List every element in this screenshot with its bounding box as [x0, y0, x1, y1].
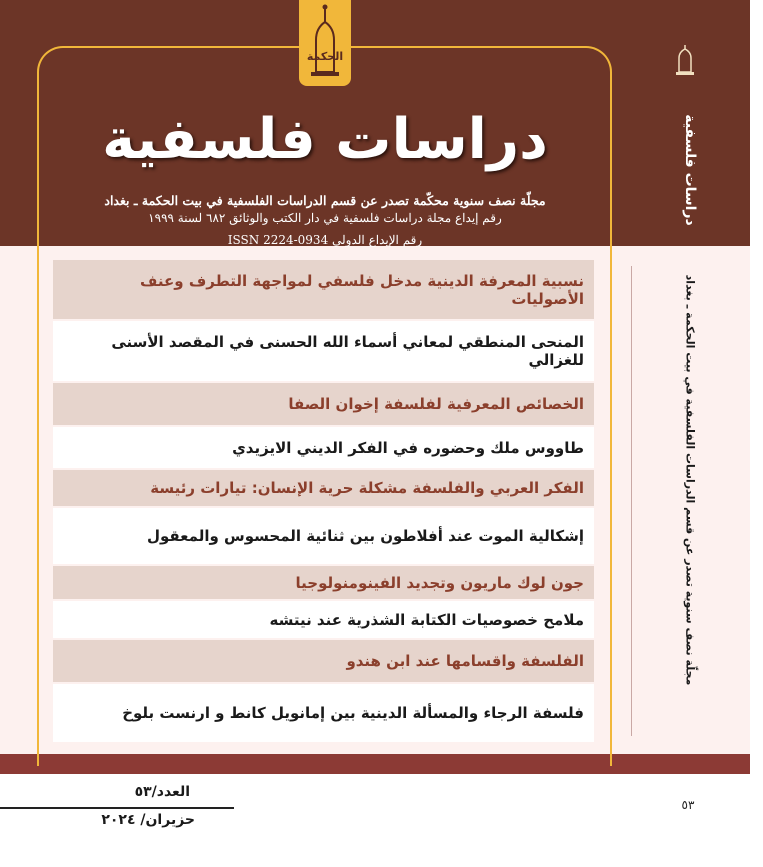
- journal-title: دراسات فلسفية: [102, 107, 548, 172]
- article-item[interactable]: [53, 508, 594, 564]
- page-edge: [750, 0, 763, 867]
- article-title: نسبية المعرفة الدينية مدخل فلسفي لمواجهة التطرف وعنف الأصوليات: [140, 271, 584, 308]
- logo-tab: [299, 0, 351, 86]
- spine-logo-icon: [672, 44, 698, 76]
- hikma-logo-icon: [299, 0, 351, 86]
- spine-divider: [631, 266, 632, 736]
- article-item[interactable]: [53, 601, 594, 638]
- article-item[interactable]: [53, 566, 594, 599]
- article-title: طاووس ملك وحضوره في الفكر الديني الايزيدي: [232, 438, 584, 457]
- spine-issue-number: ٥٣: [681, 798, 695, 812]
- article-title: ملامح خصوصيات الكتابة الشذرية عند نيتشه: [269, 610, 584, 629]
- article-title: الخصائص المعرفية لفلسفة إخوان الصفا: [288, 395, 584, 413]
- journal-description: مجلّة نصف سنوية محكّمة تصدر عن قسم الدراسات الفلسفية في بيت الحكمة ـ بغداد: [104, 193, 546, 208]
- article-title: فلسفة الرجاء والمسألة الدينية بين إمانويل كانط و ارنست بلوخ: [122, 704, 584, 722]
- article-item[interactable]: [53, 321, 594, 381]
- spine-description: مجلّة نصف سنوية تصدر عن قسم الدراسات الفلسفية في بيت الحكمة ـ بغداد: [683, 274, 697, 686]
- article-item[interactable]: [53, 684, 594, 742]
- issue-date: حزيران/ ٢٠٢٤: [101, 812, 195, 828]
- logo-text: الحكمة: [306, 50, 344, 63]
- article-title: إشكالية الموت عند أفلاطون بين ثنائية المحسوس والمعقول: [146, 527, 584, 545]
- article-title: المنحى المنطقي لمعاني أسماء الله الحسنى في المقصد الأسنى للغزالي: [111, 333, 584, 369]
- article-title: الفلسفة واقسامها عند ابن هندو: [346, 652, 584, 670]
- deposit-number: رقم إيداع مجلة دراسات فلسفية في دار الكتب والوثائق ٦٨٢ لسنة ١٩٩٩: [148, 211, 502, 225]
- article-item[interactable]: [53, 427, 594, 468]
- issn-number: رقم الإيداع الدولي ISSN 2224-0934: [227, 233, 423, 247]
- article-item[interactable]: [53, 470, 594, 506]
- article-item[interactable]: [53, 383, 594, 425]
- issue-divider: [0, 807, 234, 809]
- article-title: الفكر العربي والفلسفة مشكلة حرية الإنسان: تيارات رئيسة: [150, 479, 584, 497]
- issue-number: العدد/٥٣: [134, 784, 190, 800]
- article-item[interactable]: [53, 260, 594, 319]
- article-item[interactable]: [53, 640, 594, 682]
- table-of-contents: [53, 260, 594, 742]
- article-title: جون لوك ماريون وتجديد الفينومنولوجيا: [295, 573, 584, 592]
- spine-title: دراسات فلسفية: [682, 114, 698, 226]
